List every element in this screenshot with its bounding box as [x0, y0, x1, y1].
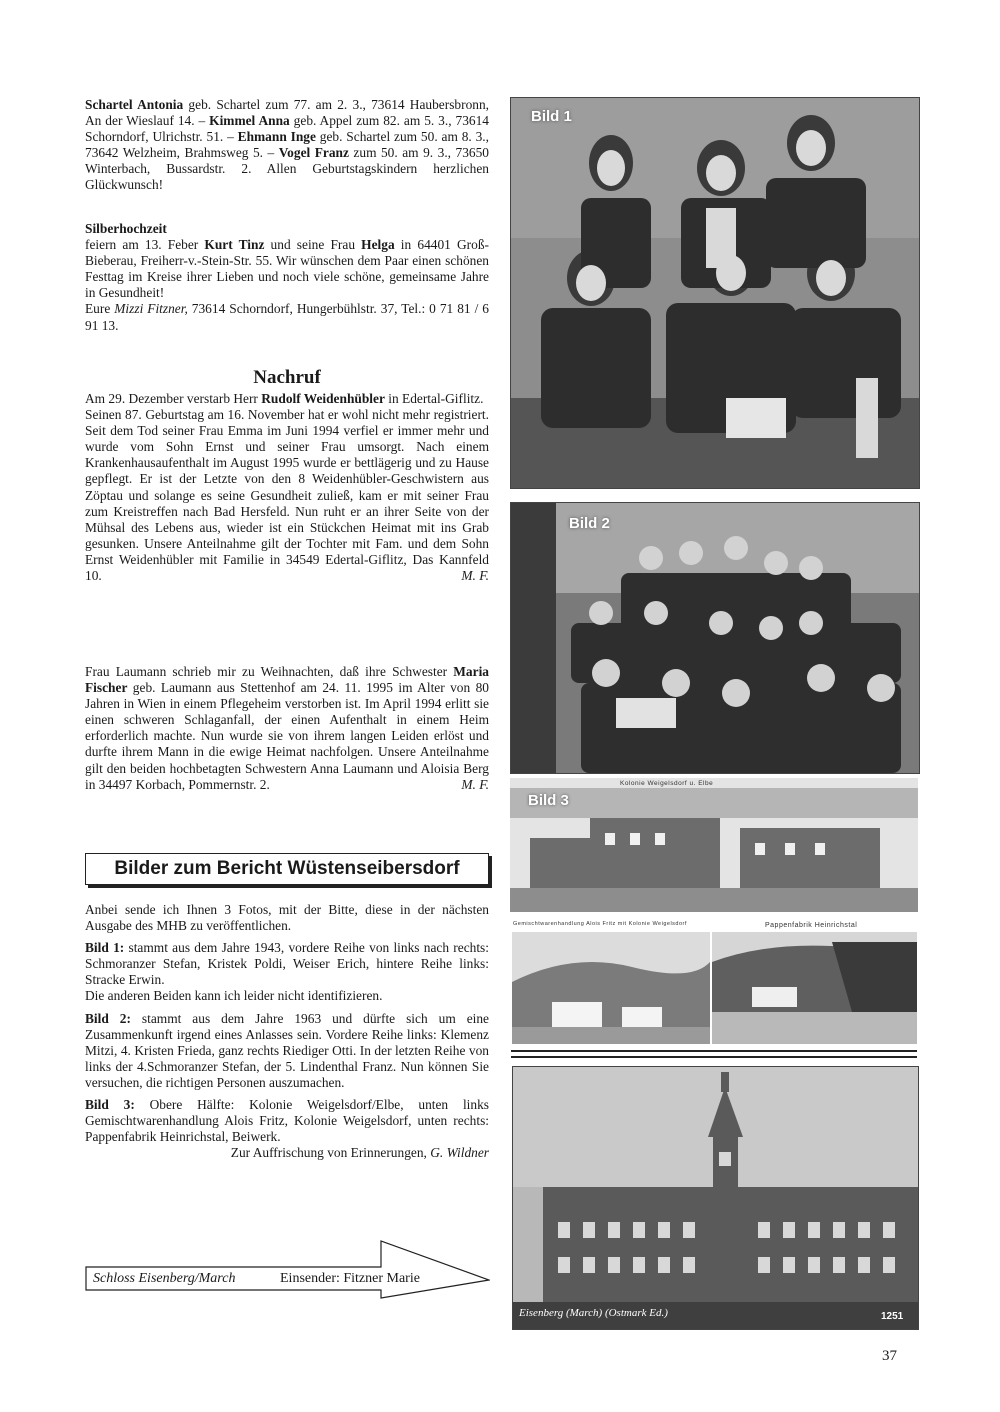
- laumann-text: Frau Laumann schrieb mir zu Weihnachten, daß ihre Schwester: [85, 664, 454, 679]
- caption-castle: Eisenberg (March) (Ostmark Ed.): [519, 1307, 668, 1319]
- nachruf-heading: Nachruf: [253, 367, 321, 388]
- name-weidenhuebler: Rudolf Weidenhübler: [261, 391, 385, 406]
- laumann-signature: M. F.: [461, 776, 489, 792]
- photo-bild3-right-image: [712, 932, 917, 1044]
- bild1-text: stammt aus dem Jahre 1943, vordere Reihe von links nach rechts: Schmoranzer Stefan, Kristek Poldi, Weiser Erich, hintere Reihe links: Stracke Erwin.: [85, 940, 489, 988]
- laumann-section: [85, 664, 489, 793]
- photo-divider: [511, 1050, 917, 1058]
- photo-bild3-left: [512, 932, 710, 1044]
- silver-sign-address: 73614 Schorndorf, Hungerbühlstr. 37, Tel.: 0 71 81 / 6 91 13.: [85, 301, 489, 333]
- photo-castle: [512, 1066, 919, 1330]
- name-schartel: Schartel Antonia: [85, 97, 184, 112]
- silver-text: und seine Frau: [264, 237, 362, 253]
- bild2-label: Bild 2:: [85, 1010, 131, 1026]
- name-kurt-tinz: Kurt Tinz: [204, 237, 265, 253]
- bilder-intro: Anbei sende ich Ihnen 3 Fotos, mit der Bitte, diese in der nächsten Ausgabe des MHB zu veröffentlichen.: [85, 902, 489, 934]
- name-kimmel: Kimmel Anna: [209, 113, 290, 129]
- silver-wedding-title: Silberhochzeit: [85, 221, 167, 236]
- birthday-text: geb. Schartel zum 50. am 8. 3., 73642 Welzheim, Brahmsweg 5. –: [85, 129, 490, 161]
- photo-bild3-top: [510, 778, 918, 912]
- nachruf-body: Seinen 87. Geburtstag am 16. November hat er wohl nicht mehr registriert. Seit dem Tod seiner Frau Emma im Juni 1994 verfiel er immer mehr und wurde vom Sohn Ernst und seiner Frau umsorgt. Nach einem Krankenhausaufenthalt im August 1995 wurde er bettlägerig und zu Hause gepflegt. Er ist der Letzte von den 8 Weidenhübler-Geschwistern aus Zöptau und solange es seine Gesundheit zuließ, kam er mit seiner Frau zum Kreistreffen nach Bad Hersfeld. Nun ruht er an ihrer Seite von der Mühsal des Lebens aus, wieder ist ein Stückchen Heimat mit ins Grab gesunken. Unsere Anteilnahme gilt der Tochter mit Fam. und dem Sohn Ernst Weidenhübler mit Familie in 34549 Edertal-Giflitz, Das Kannfeld 10.: [85, 407, 489, 584]
- bilder-section: [85, 902, 489, 1161]
- bild1-label-overlay: Bild 1: [531, 108, 572, 125]
- birthday-text: geb. Schartel zum 77. am 2. 3., 73614 Haubersbronn, An der Wieslauf 14. –: [85, 97, 490, 129]
- photo-bild3-right: [712, 932, 917, 1044]
- photo-bild3-left-image: [512, 932, 710, 1044]
- photo-bild1-image: [511, 98, 919, 488]
- birthday-paragraph: [85, 97, 489, 194]
- photo-bild1: [510, 97, 920, 489]
- photo-bild2: [510, 502, 920, 774]
- nachruf-text: Am 29. Dezember verstarb Herr: [85, 391, 262, 406]
- page-number: 37: [882, 1348, 897, 1364]
- caption-pappenfabrik: Pappenfabrik Heinrichstal: [765, 922, 858, 929]
- name-maria-fischer: Maria Fischer: [85, 664, 489, 696]
- silver-sign-name: Mizzi Fitzner,: [114, 301, 188, 317]
- bild2-label-overlay: Bild 2: [569, 515, 610, 532]
- photo-bild3-top-image: [510, 778, 918, 912]
- silver-text: in 64401 Groß-Bieberau, Freiherr-v.-Stein-Str. 55. Wir wünschen dem Paar einen schönen Festtag im Kreise ihrer Lieben und noch viele schöne, gemeinsame Jahre in Gesundheit!: [85, 237, 489, 301]
- caption-kolonie: Kolonie Weigelsdorf u. Elbe: [620, 780, 714, 787]
- nachruf-section: [85, 391, 489, 584]
- name-vogel: Vogel Franz: [278, 145, 349, 161]
- name-helga: Helga: [361, 237, 395, 253]
- bild3-label-overlay: Bild 3: [528, 792, 569, 809]
- silver-wedding-section: [85, 221, 489, 334]
- name-ehmann: Ehmann Inge: [237, 129, 316, 145]
- bild1-text2: Die anderen Beiden kann ich leider nicht identifizieren.: [85, 988, 383, 1004]
- bilder-sign-name: G. Wildner: [430, 1145, 489, 1161]
- photo-bild2-image: [511, 503, 919, 773]
- section-banner: Bilder zum Bericht Wüstenseibersdorf: [85, 853, 489, 885]
- laumann-text: geb. Laumann aus Stettenhof am 24. 11. 1995 im Alter von 80 Jahren in Wien in einem Pflegeheim verstorben ist. Im April 1994 erlitt sie einen schweren Schlaganfall, der einen Aufenthalt in einem Heim erforderlich machte. Nun wurde sie von ihrem langen Leiden erlöst und durfte ihrem Mann in die ewige Heimat nachfolgen. Unsere Anteilnahme gilt den beiden hochbetagten Schwestern Anna Laumann und Aloisia Berg in 34497 Korbach, Pommernstr. 2.: [85, 680, 489, 792]
- bild2-text: stammt aus dem Jahre 1963 und dürfte sich um eine Zusammenkunft irgend eines Anlasses sein. Vordere Reihe links: Klemenz Mitzi, 4. Kristen Frieda, ganz rechts Riediger Otti. In der letzten Reihe von links der 4.Schmoranzer Stefan, der 5. Lindenthal Franz. Nun können Sie versuchen, die richtigen Personen auszumachen.: [85, 1010, 490, 1090]
- birthday-text: zum 50. am 9. 3., 73650 Winterbach, Bussardstr. 2. Allen Geburtstagskindern herzlichen Glückwunsch!: [85, 145, 489, 193]
- birthday-text: geb. Appel zum 82. am 5. 3., 73614 Schorndorf, Ulrichstr. 51. –: [85, 113, 489, 145]
- arrow-right-text: Einsender: Fitzner Marie: [280, 1271, 420, 1286]
- caption-gemischtwaren: Gemischtwarenhandlung Alois Fritz mit Kolonie Weigelsdorf: [513, 921, 687, 927]
- arrow-box: [85, 1240, 490, 1300]
- nachruf-text: in Edertal-Giflitz.: [384, 391, 484, 406]
- bild1-label: Bild 1:: [85, 940, 125, 956]
- silver-text: feiern am 13. Feber: [85, 237, 205, 253]
- arrow-left-text: Schloss Eisenberg/March: [93, 1271, 236, 1286]
- caption-castle-number: 1251: [881, 1311, 904, 1322]
- photo-castle-image: [513, 1067, 918, 1329]
- silver-sign: Eure: [85, 301, 115, 317]
- bild3-text: Obere Hälfte: Kolonie Weigelsdorf/Elbe, unten links Gemischtwarenhandlung Alois Fritz, Kolonie Weigelsdorf, unten rechts: Pappenfabrik Heinrichstal, Beiwerk.: [85, 1097, 489, 1145]
- bild3-label: Bild 3:: [85, 1097, 135, 1113]
- nachruf-signature: M. F.: [461, 568, 489, 584]
- bilder-sign: Zur Auffrischung von Erinnerungen,: [230, 1145, 431, 1161]
